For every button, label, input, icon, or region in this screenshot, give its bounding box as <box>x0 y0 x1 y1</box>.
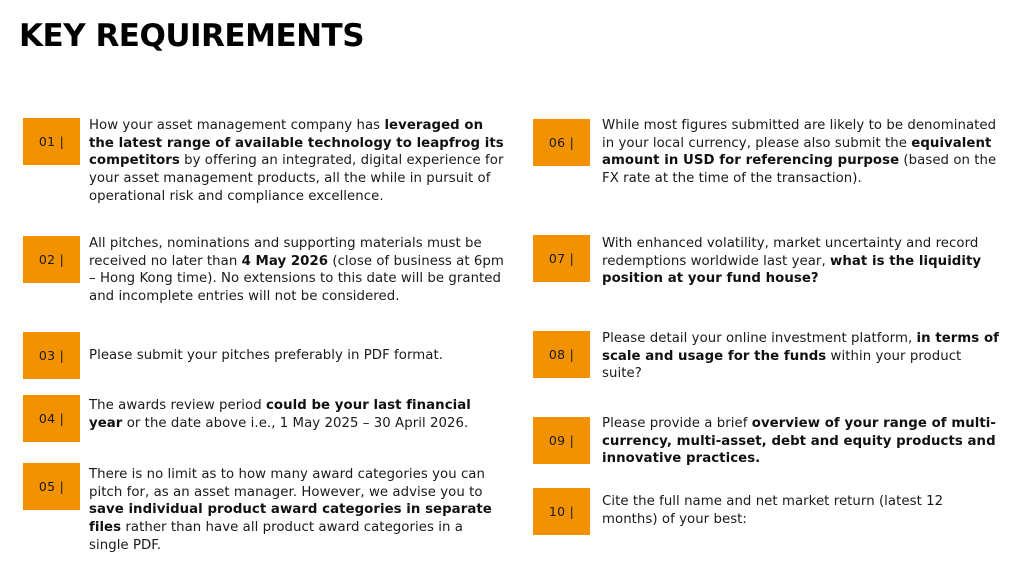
requirement-number-badge: 09 | <box>533 417 590 464</box>
requirement-number-badge: 10 | <box>533 488 590 535</box>
emphasis-text: leveraged on the latest range of available technology to leapfrog its competitors <box>89 118 504 169</box>
requirement-number-badge: 01 | <box>23 118 80 165</box>
body-text: (based on the FX rate at the time of the transaction). <box>602 153 997 187</box>
body-text: The awards review period <box>89 398 266 413</box>
requirement-text <box>602 415 1002 468</box>
emphasis-text: what is the liquidity position at your fund house? <box>602 253 982 287</box>
requirement-text <box>602 330 1002 383</box>
body-text: or the date above i.e., 1 May 2025 – 30 April 2026. <box>122 415 469 431</box>
requirement-text <box>89 466 505 555</box>
requirement-number-badge: 03 | <box>23 332 80 379</box>
requirement-number-badge: 05 | <box>23 463 80 510</box>
body-text: Please submit your pitches preferably in PDF format. <box>89 348 443 363</box>
emphasis-text: in terms of scale and usage for the funds <box>602 331 999 364</box>
body-text: rather than have all product award categories in a single PDF. <box>89 520 463 553</box>
requirement-text <box>89 397 505 432</box>
body-text: Cite the full name and net market return (latest 12 months) of your best: <box>602 494 944 527</box>
requirement-text <box>602 493 1002 528</box>
body-text: While most figures submitted are likely to be denominated in your local currency, please also submit the <box>602 118 997 151</box>
requirement-number-badge: 08 | <box>533 331 590 378</box>
emphasis-text: overview of your range of multi-currency, multi-asset, debt and equity products and innovative practices. <box>602 416 996 467</box>
body-text: There is no limit as to how many award categories you can pitch for, as an asset manager. However, we advise you to <box>89 467 485 500</box>
requirement-text <box>602 117 1002 188</box>
requirement-number-badge: 06 | <box>533 119 590 166</box>
emphasis-text: equivalent amount in USD for referencing purpose <box>602 135 992 169</box>
requirement-number-badge: 04 | <box>23 395 80 442</box>
emphasis-text: save individual product award categories in separate files <box>89 502 492 536</box>
body-text: within your product suite? <box>602 348 962 382</box>
emphasis-text: 4 May 2026 <box>241 253 329 269</box>
page-title: KEY REQUIREMENTS <box>19 18 365 54</box>
body-text: Please provide a brief <box>602 416 752 431</box>
requirement-text <box>89 235 505 306</box>
body-text: by offering an integrated, digital experience for your asset management products, all the while in pursuit of operational risk and compliance excellence. <box>89 153 504 204</box>
body-text: How your asset management company has <box>89 118 385 133</box>
body-text: Please detail your online investment platform, <box>602 331 917 346</box>
requirement-number-badge: 02 | <box>23 236 80 283</box>
requirement-text <box>602 235 1002 288</box>
requirement-text <box>89 117 505 206</box>
body-text: With enhanced volatility, market uncertainty and record redemptions worldwide last year, <box>602 236 979 269</box>
body-text: (close of business at 6pm – Hong Kong time). No extensions to this date will be granted and incomplete entries will not be considered. <box>89 253 504 305</box>
body-text: All pitches, nominations and supporting materials must be received no later than <box>89 236 482 269</box>
requirement-text <box>89 347 505 365</box>
emphasis-text: could be your last financial year <box>89 398 471 431</box>
requirement-number-badge: 07 | <box>533 235 590 282</box>
